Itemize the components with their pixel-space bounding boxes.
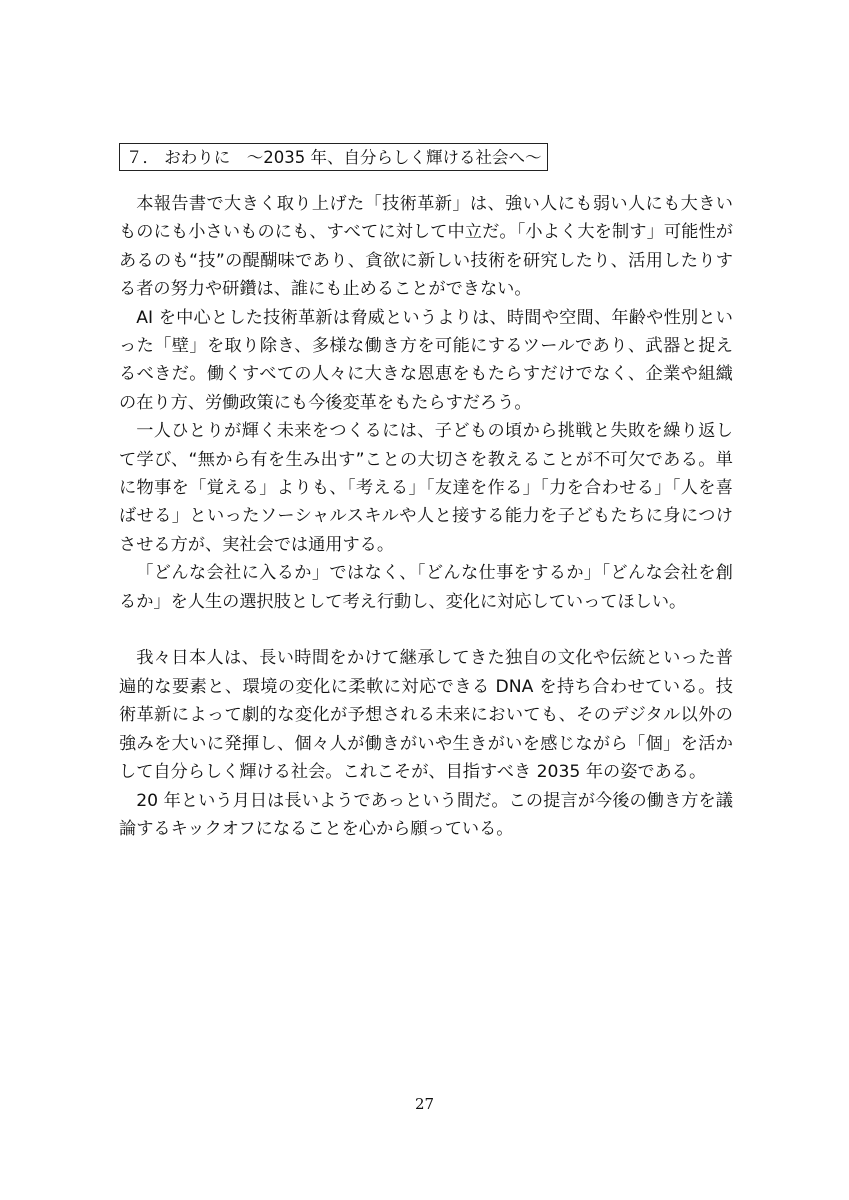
- paragraph-closing: 20 年という月日は長いようであっという間だ。この提言が今後の働き方を議論するキックオフになることを心から願っている。: [119, 790, 733, 839]
- page-number: 27: [414, 1095, 435, 1113]
- paragraph-technology: 本報告書で大きく取り上げた「技術革新」は、強い人にも弱い人にも大きいものにも小さいものにも、すべてに対して中立だ。「小よく大を制す」可能性があるのも“技”の醍醐味であり、貪欲に新しい技術を研究したり、活用したりする者の努力や研鑽は、誰にも止めることができない。: [119, 194, 733, 300]
- paragraph-ai: AI を中心とした技術革新は脅威というよりは、時間や空間、年齢や性別といった「壁」を取り除き、多様な働き方を可能にするツールであり、武器と捉えるべきだ。働くすべての人々に大きな恩恵をもたらすだけでなく、企業や組織の在り方、労働政策にも今後変革をもたらすだろう。: [119, 307, 733, 413]
- paragraph-career-choice: 「どんな会社に入るか」ではなく、「どんな仕事をするか」「どんな会社を創るか」を人生の選択肢として考え行動し、変化に対応していってほしい。: [119, 563, 733, 612]
- section-heading: ７． おわりに ～2035 年、自分らしく輝ける社会へ～: [119, 143, 548, 171]
- paragraph-japanese-culture: 我々日本人は、長い時間をかけて継承してきた独自の文化や伝統といった普遍的な要素と、環境の変化に柔軟に対応できる DNA を持ち合わせている。技術革新によって劇的な変化が予想される未来においても、そのデジタル以外の強みを大いに発揮し、個々人が働きがいや生きがいを感じながら「個」を活かして自分らしく輝ける社会。これこそが、目指すべき 2035 年の姿である。: [119, 648, 733, 783]
- paragraph-future-education: 一人ひとりが輝く未来をつくるには、子どもの頃から挑戦と失敗を繰り返して学び、“無から有を生み出す”ことの大切さを教えることが不可欠である。単に物事を「覚える」よりも、「考える」「友達を作る」「力を合わせる」「人を喜ばせる」といったソーシャルスキルや人と接する能力を子どもたちに身につけさせる方が、実社会では通用する。: [119, 421, 733, 555]
- body-text: [119, 190, 733, 843]
